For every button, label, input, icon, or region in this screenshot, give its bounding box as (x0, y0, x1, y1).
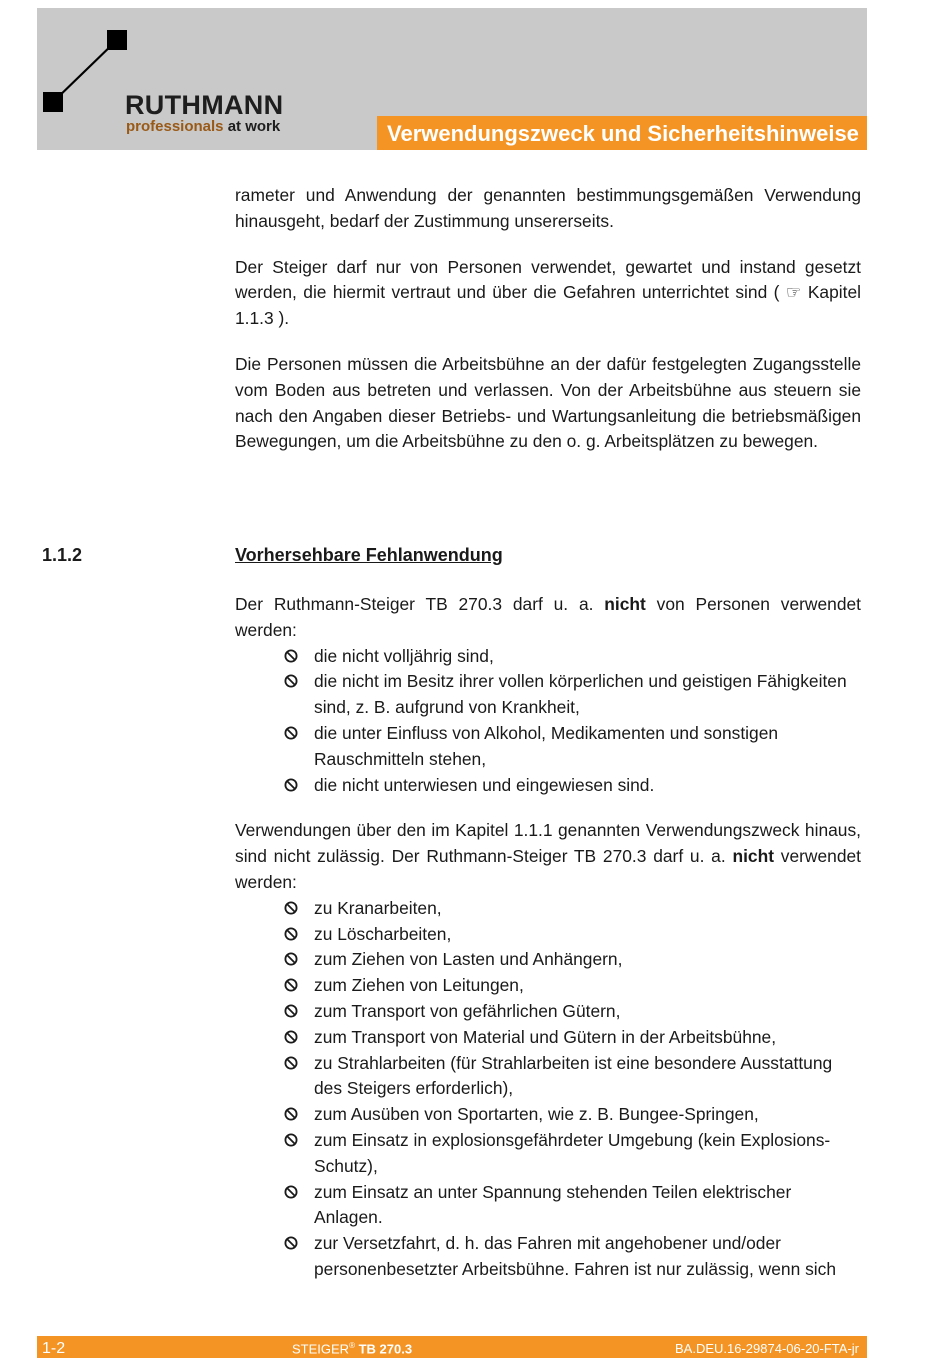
list-item (235, 1025, 861, 1051)
misuse-persons-list (235, 644, 861, 799)
block1-lead-text: Der Ruthmann-Steiger TB 270.3 darf u. a. (235, 594, 605, 614)
list-item (235, 999, 861, 1025)
page-title: Verwendungszweck und Sicherheitshinweise (387, 121, 859, 146)
list-item (235, 669, 861, 721)
list-item-text: zu Löscharbeiten, (314, 923, 452, 944)
prohibition-icon (284, 674, 298, 688)
list-item-text: zum Transport von Material und Gütern in der Arbeitsbühne, (314, 1026, 777, 1047)
misuse-uses-list (235, 896, 861, 1283)
list-item-text: zum Ziehen von Leitungen, (314, 975, 524, 996)
list-item-text: zu Strahlarbeiten (für Strahlarbeiten ist eine besondere Ausstattung des Steigers erforderlich), (314, 1052, 833, 1099)
page-number: 1-2 (42, 1340, 66, 1357)
list-item (235, 973, 861, 999)
prohibition-icon (284, 901, 298, 915)
list-item-text: die unter Einfluss von Alkohol, Medikamenten und sonstigen Rauschmitteln stehen, (314, 722, 779, 769)
list-item (235, 644, 861, 670)
list-item (235, 1231, 861, 1283)
list-item-text: zum Einsatz in explosionsgefährdeter Umgebung (kein Explosions-Schutz), (314, 1129, 831, 1176)
section-number: 1.1.2 (42, 545, 83, 565)
list-item-text: die nicht volljährig sind, (314, 645, 494, 666)
prohibition-icon (284, 1030, 298, 1044)
list-item (235, 1102, 861, 1128)
prohibition-icon (284, 1107, 298, 1121)
list-item (235, 922, 861, 948)
list-item (235, 1180, 861, 1232)
block2-lead-text: Verwendungen über den im Kapitel 1.1.1 genannten Verwendungszweck hinaus, sind nicht zulässig. Der Ruthmann-Steiger TB 270.3 darf u. a. (235, 820, 861, 867)
block2-lead (235, 818, 861, 895)
paragraph: Der Steiger darf nur von Personen verwendet, gewartet und instand gesetzt werden, die hiermit vertraut und über die Gefahren unterrichtet sind ( ☞ Kapitel 1.1.3 ). (235, 256, 861, 329)
footer-product-reg: ® (349, 1341, 355, 1350)
prohibition-icon (284, 1056, 298, 1070)
footer-product-model: TB 270.3 (358, 1341, 413, 1357)
block2-lead-text-after: verwendet werden: (235, 846, 861, 892)
list-item-text: die nicht unterwiesen und eingewiesen sind. (314, 774, 655, 795)
logo-tagline-b: at work (227, 118, 281, 135)
page-footer (37, 1336, 867, 1358)
logo-name: RUTHMANN (125, 90, 284, 120)
list-item-text: zum Einsatz an unter Spannung stehenden Teilen elektrischer Anlagen. (314, 1181, 792, 1228)
prohibition-icon (284, 778, 298, 792)
prohibition-icon (284, 952, 298, 966)
logo-tagline (126, 118, 280, 135)
prohibition-icon (284, 726, 298, 740)
list-item-text: zu Kranarbeiten, (314, 897, 442, 918)
logo-tagline-a: professionals (126, 118, 224, 135)
list-item (235, 1128, 861, 1180)
page-header (37, 8, 867, 150)
prohibition-icon (284, 1185, 298, 1199)
prohibition-icon (284, 1236, 298, 1250)
intro-text (235, 183, 861, 475)
footer-product-prefix: STEIGER (292, 1341, 350, 1357)
block1-lead-bold: nicht (604, 594, 646, 614)
list-item-text: zum Transport von gefährlichen Gütern, (314, 1000, 621, 1021)
list-item (235, 1051, 861, 1103)
prohibition-icon (284, 649, 298, 663)
prohibition-icon (284, 978, 298, 992)
paragraph: Die Personen müssen die Arbeitsbühne an der dafür festgelegten Zugangsstelle vom Boden aus betreten und verlassen. Von der Arbeitsbühne aus steuern sie nach den Angaben dieser Betriebs- und Wartungsanleitung die betriebsmäßigen Bewegungen, um die Arbeitsbühne zu den o. g. Arbeitsplätzen zu bewegen. (235, 353, 861, 452)
block1-lead-text-after: von Personen verwendet werden: (235, 594, 862, 640)
list-item-text: die nicht im Besitz ihrer vollen körperlichen und geistigen Fähigkeiten sind, z. B. aufgrund von Krankheit, (314, 671, 847, 718)
prohibition-icon (284, 1004, 298, 1018)
prohibition-icon (284, 927, 298, 941)
list-item-text: zur Versetzfahrt, d. h. das Fahren mit angehobener und/oder personenbesetzter Arbeitsbühne. Fahren ist nur zulässig, wenn sich (314, 1233, 837, 1279)
list-item-text: zum Ziehen von Lasten und Anhängern, (314, 949, 623, 970)
block2-lead-bold: nicht (732, 846, 774, 867)
list-item (235, 773, 861, 799)
list-item (235, 896, 861, 922)
block1-lead (235, 592, 861, 644)
list-item (235, 721, 861, 773)
prohibition-icon (284, 1133, 298, 1147)
footer-doc-code: BA.DEU.16-29874-06-20-FTA-jr (675, 1341, 859, 1356)
list-item-text: zum Ausüben von Sportarten, wie z. B. Bungee-Springen, (314, 1104, 759, 1125)
header-title-bar (377, 116, 867, 150)
section-content (235, 592, 861, 1303)
paragraph: rameter und Anwendung der genannten bestimmungsgemäßen Verwendung hinausgeht, bedarf der Zustimmung unsererseits. (235, 185, 861, 231)
footer-product (292, 1341, 412, 1356)
ruthmann-logo-mark (41, 30, 131, 120)
list-item (235, 947, 861, 973)
section-title: Vorhersehbare Fehlanwendung (235, 545, 503, 565)
